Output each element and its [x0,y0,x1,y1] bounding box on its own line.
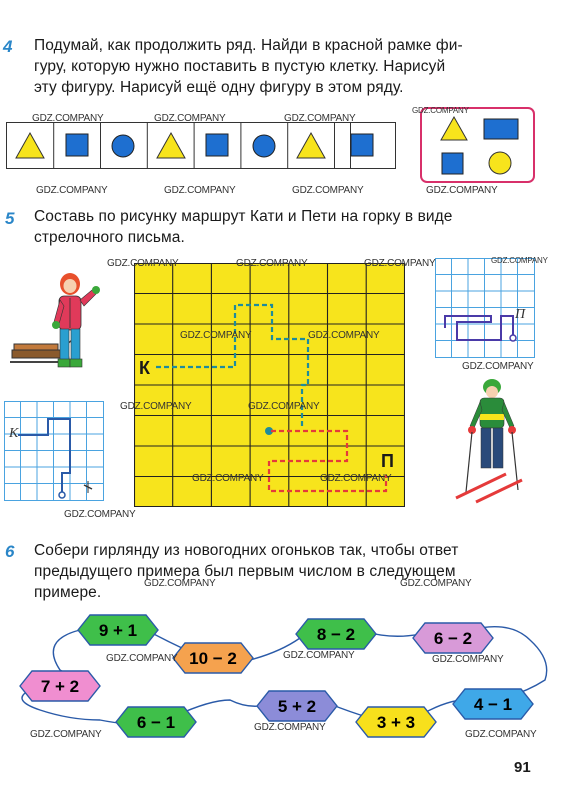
garland-light-expression: 8 − 2 [316,625,356,644]
garland-light [78,615,158,645]
garland-light-expression: 9 + 1 [98,621,138,640]
mini-grid-petya [435,258,535,362]
watermark: GDZ.COMPANY [320,473,392,484]
garland-light-expression: 6 − 1 [136,713,176,732]
sequence-square-1 [66,134,88,156]
watermark: GDZ.COMPANY [400,578,472,589]
task-6-number: 6 [5,542,15,561]
option-square [442,153,463,174]
watermark: GDZ.COMPANY [248,401,320,412]
garland-light [356,707,436,737]
garland-light-expression: 4 − 1 [473,695,513,714]
page-number: 91 [514,759,531,776]
mini-label-p: П [515,307,526,322]
garland-light [20,671,100,701]
task-5-number: 5 [5,209,15,228]
watermark: GDZ.COMPANY [308,330,380,341]
route-main-grid [134,263,405,507]
options-red-frame [420,107,536,184]
task-5-line-2: стрелочного письма. [34,229,185,246]
watermark: GDZ.COMPANY [284,113,356,124]
sequence-square-3 [351,134,373,156]
task-6-line-3: примере. [34,584,102,601]
watermark: GDZ.COMPANY [154,113,226,124]
watermark: GDZ.COMPANY [432,654,504,665]
task-4-text [34,35,554,98]
petya-illustration [452,374,530,514]
watermark: GDZ.COMPANY [30,729,102,740]
watermark: GDZ.COMPANY [254,722,326,733]
watermark: GDZ.COMPANY [465,729,537,740]
watermark: GDZ.COMPANY [292,185,364,196]
label-k: К [139,358,150,378]
watermark: GDZ.COMPANY [283,650,355,661]
watermark: GDZ.COMPANY [164,185,236,196]
task-5-text [34,206,554,248]
task-4-line-3: эту фигуру. Нарисуй ещё одну фигуру в этом ряду. [34,79,404,96]
task-4-line-1: Подумай, как продолжить ряд. Найди в красной рамке фи- [34,37,463,54]
task-4-number: 4 [3,37,13,56]
garland-light-expression: 3 + 3 [376,713,416,732]
garland-light-expression: 6 − 2 [433,629,473,648]
garland-light-expression: 7 + 2 [40,677,80,696]
watermark: GDZ.COMPANY [192,473,264,484]
option-circle [489,152,511,174]
mini-grid-katya [4,401,104,511]
garland-light-expression: 5 + 2 [277,697,317,716]
watermark: GDZ.COMPANY [180,330,252,341]
watermark: GDZ.COMPANY [144,578,216,589]
garland-light [296,619,376,649]
task-6-line-1: Собери гирлянду из новогодних огоньков так, чтобы ответ [34,542,459,559]
garland-light [116,707,196,737]
label-p: П [381,451,394,471]
task-4-line-2: гуру, которую нужно поставить в пустую клетку. Нарисуй [34,58,446,75]
sequence-circle-1 [112,135,134,157]
task-6-text [34,540,554,603]
garland-light [413,623,493,653]
option-rectangle [484,119,518,139]
watermark: GDZ.COMPANY [364,258,436,269]
watermark: GDZ.COMPANY [107,258,179,269]
task-6-line-2: предыдущего примера был первым числом в следующем [34,563,456,580]
garland-light [173,643,253,673]
watermark: GDZ.COMPANY [462,361,534,372]
watermark: GDZ.COMPANY [36,185,108,196]
sequence-circle-2 [253,135,275,157]
garland-light [257,691,337,721]
watermark: GDZ.COMPANY [491,256,548,265]
watermark: GDZ.COMPANY [236,258,308,269]
watermark: GDZ.COMPANY [120,401,192,412]
sequence-square-2 [206,134,228,156]
garland-light [453,689,533,719]
mini-label-k: К [9,426,19,441]
watermark: GDZ.COMPANY [32,113,104,124]
katya-illustration [8,266,112,380]
watermark: GDZ.COMPANY [426,185,498,196]
figure-sequence-row [6,122,401,172]
watermark: GDZ.COMPANY [64,509,136,520]
task-5-line-1: Составь по рисунку маршрут Кати и Пети на горку в виде [34,208,453,225]
skis-small-icon [84,481,92,493]
watermark: GDZ.COMPANY [106,653,178,664]
watermark: GDZ.COMPANY [412,106,469,115]
garland-light-expression: 10 − 2 [189,649,237,668]
